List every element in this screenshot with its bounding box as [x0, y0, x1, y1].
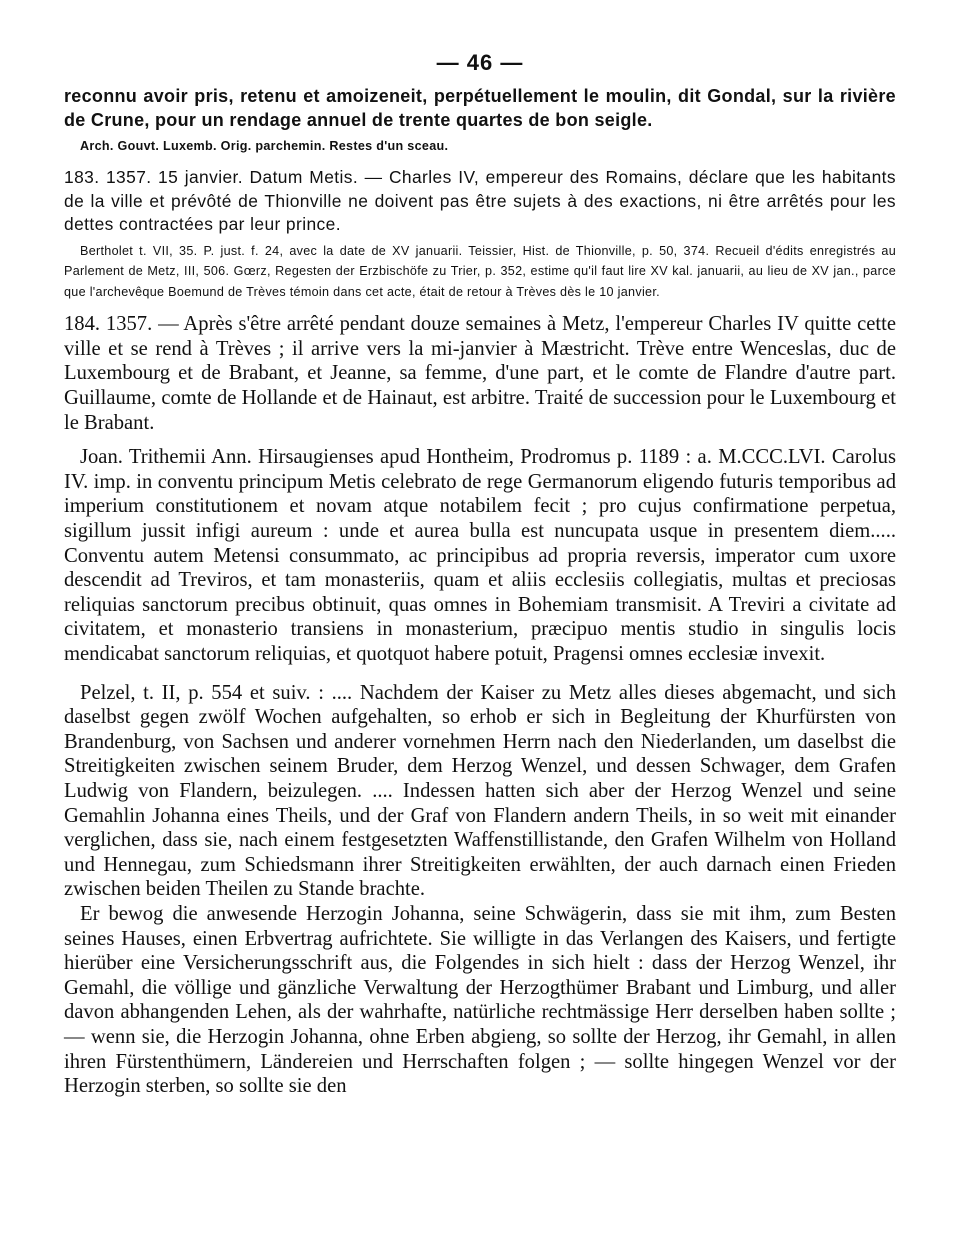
charter-182-continuation: reconnu avoir pris, retenu et amoizeneit, perpétuellement le moulin, dit Gondal, sur la rivière de Crune, pour un rendage annuel de trente quartes de bon seigle. [64, 86, 896, 130]
entry-184: 184. 1357. — Après s'être arrêté pendant douze semaines à Metz, l'empereur Charles IV quitte cette ville et se rend à Trèves ; il arrive vers la mi-janvier à Mæstricht. Trève entre Wenceslas, duc de Luxembourg et de Brabant, et Jeanne, sa femme, d'une part, et le comte de Flandre d'autre part. Guillaume, comte de Hollande et de Hainaut, est arbitre. Traité de succession pour le Luxembourg et le Brabant. [64, 313, 896, 434]
pelzel-quotation-continued: Er bewog die anwesende Herzogin Johanna, seine Schwägerin, dass sie mit ihm, zum Besten seines Hauses, einen Erbvertrag aufrichtete. Sie willigte in das Verlangen des Kaisers, und fertigte hierüber eine Versicherungsschrift aus, die Folgendes in sich hielt : dass der Herzog Wenzel, ihr Gemahl, die völlige und gänzliche Verwaltung der Herzogthümer Brabant und Limburg, und aller davon abhangenden Lehen, als der wahrhafte, natürliche rechtmässige Herr derselben haben sollte ; — wenn sie, die Herzogin Johanna, ohne Erben abgieng, so sollte der Herzog, ihr Gemahl, in allen ihren Fürstenthümern, Ländereien und Herrschaften folgen ; — sollte hingegen Wenzel vor der Herzogin sterben, so sollte sie den [64, 902, 896, 1098]
entry-183: 183. 1357. 15 janvier. Datum Metis. — Charles IV, empereur des Romains, déclare que les habitants de la ville et prévôté de Thionville ne doivent pas être sujets à des exactions, ni être arrêtés pour les dettes contractées par leur prince. [64, 167, 896, 235]
trithemius-quotation: Joan. Trithemii Ann. Hirsaugienses apud Hontheim, Prodromus p. 1189 : a. M.CCC.LVI. Carolus IV. imp. in conventu principum Metis celebrato de rege Germanorum eligendo futuris temporibus ad imperium constitutionem et novam atque notabilem fecit ; pro cujus confirmatione perpetua, sigillum jussit infigi aureum : unde et aurea bulla est nuncupata usque in presentem diem..... Conventu autem Metensi consummato, ac principibus ad propria reversis, imperator cum uxore descendit ad Treviros, et tam monasteriis, quam et aliis ecclesiis collegiatis, multas et preciosas reliquias sanctorum precibus obtinuit, quas omnes in Bohemiam transmisit. A Treviri a civitate ad civitatem, et monasterio transiens in monasterium, præcipuo mentis studio in singulis locis mendicabat sanctorum reliquias, et quotquot habere potuit, Pragensi omnes ecclesiæ invexit. [64, 446, 896, 665]
archive-reference: Arch. Gouvt. Luxemb. Orig. parchemin. Restes d'un sceau. [80, 139, 449, 153]
page-number: — 46 — [436, 50, 524, 75]
entry-183-references: Bertholet t. VII, 35. P. just. f. 24, avec la date de XV januarii. Teissier, Hist. de Thionville, p. 50, 374. Recueil d'édits enregistrés au Parlement de Metz, III, 506. Gœrz, Regesten der Erzbischöfe zu Trier, p. 352, estime qu'il faut lire XV kal. januarii, au lieu de XV jan., parce que l'archevêque Boemund de Trèves témoin dans cet acte, était de retour à Trèves dès le 10 janvier. [64, 243, 896, 299]
pelzel-quotation: Pelzel, t. II, p. 554 et suiv. : .... Nachdem der Kaiser zu Metz alles dieses abgemacht, und sich daselbst gegen zwölf Wochen aufgehalten, so erhob er sich in Begleitung der Khurfürsten von Brandenburg, von Sachsen und anderer vornehmen Herrn nach den Niederlanden, um daselbst die Streitigkeiten zwischen seinem Bruder, dem Herzog Wenzel, und dessen Schwager, dem Grafen Ludwig von Flandern, beizulegen. .... Indessen hatten sich aber der Herzog Wenzel und seine Gemahlin Johanna eines Theils, und der Graf von Flandern andern Theils, in so weit mit einander verglichen, dass sie, nach einem festgesetzten Waffenstillistande, den Grafen Wilhelm von Holland und Hennegau, zum Schiedsmann ihrer Streitigkeiten erwählten, der auch darnach einen Frieden zwischen beiden Theilen zu Stande brachte. [64, 681, 896, 901]
document-page [64, 50, 896, 1099]
